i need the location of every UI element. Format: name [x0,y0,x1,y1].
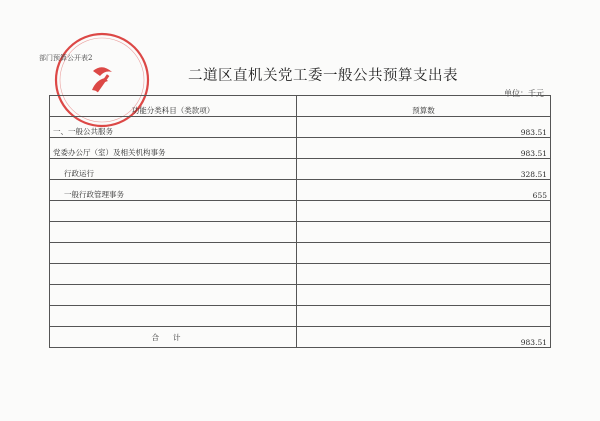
row-amount [297,306,551,327]
row-category [50,285,297,306]
row-category [50,222,297,243]
table-row [50,306,551,327]
row-category [50,201,297,222]
row-category: 一般行政管理事务 [50,180,297,201]
table-row [50,222,551,243]
row-category: 一、一般公共服务 [50,117,297,138]
header-amount: 预算数 [297,96,551,117]
table-row [50,180,551,201]
row-category: 党委办公厅（室）及相关机构事务 [50,138,297,159]
table-header-row [50,96,551,117]
table-row [50,138,551,159]
total-row [50,327,551,348]
table-row [50,159,551,180]
page-title: 二道区直机关党工委一般公共预算支出表 [188,68,458,84]
row-amount: 655 [297,180,551,201]
row-category [50,243,297,264]
row-amount [297,285,551,306]
row-amount [297,222,551,243]
table-row [50,264,551,285]
party-emblem-icon [92,67,112,92]
header-category: 功能分类科目（类款项） [50,96,297,117]
form-number-label: 部门预算公开表2 [39,54,93,62]
row-amount: 983.51 [297,117,551,138]
row-amount: 328.51 [297,159,551,180]
table-row [50,201,551,222]
row-category [50,264,297,285]
row-amount [297,264,551,285]
table-row [50,243,551,264]
table-row [50,117,551,138]
unit-label: 单位：千元 [504,89,544,98]
total-label: 合计 [50,327,297,348]
row-amount: 983.51 [297,138,551,159]
total-amount: 983.51 [297,327,551,348]
budget-table [49,95,551,348]
row-category [50,306,297,327]
table-row [50,285,551,306]
row-amount [297,201,551,222]
row-amount [297,243,551,264]
row-category: 行政运行 [50,159,297,180]
